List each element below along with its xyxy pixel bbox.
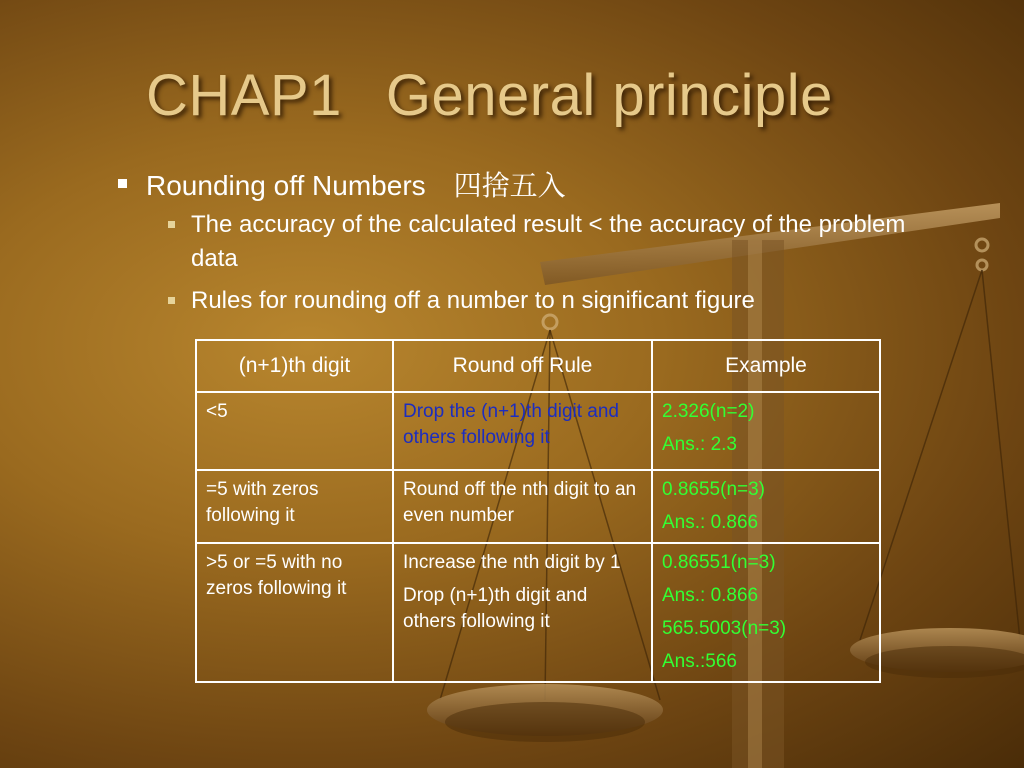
rule-line: Drop (n+1)th digit and others following it (403, 585, 588, 632)
example-line: 0.86551(n=3) (662, 552, 776, 573)
sub-bullet-text: The accuracy of the calculated result < the accuracy of the problem data (191, 211, 906, 272)
sub-bullet-text: Rules for rounding off a number to n significant figure (191, 287, 755, 314)
example-cell (652, 392, 880, 470)
header-example: Example (652, 340, 880, 392)
title-chapter: CHAP1 (146, 63, 342, 128)
main-bullet-cjk: 四捨五入 (453, 169, 566, 202)
example-line: Ans.: 2.3 (662, 434, 737, 455)
table-row (196, 470, 880, 543)
rule-line: Round off the nth digit to an even number (403, 479, 637, 526)
rule-cell (393, 543, 652, 682)
example-line: Ans.: 0.866 (662, 512, 759, 533)
main-bullet-text: Rounding off Numbers (146, 170, 426, 201)
digit-cell: <5 (196, 392, 393, 470)
header-digit: (n+1)th digit (196, 340, 393, 392)
digit-cell: =5 with zeros following it (196, 470, 393, 543)
title-topic: General principle (385, 63, 833, 128)
rule-line: Drop the (n+1)th digit and others following it (403, 401, 619, 448)
header-rule: Round off Rule (393, 340, 652, 392)
rounding-rules-table (195, 339, 881, 683)
example-line: 565.5003(n=3) (662, 618, 787, 639)
square-bullet-icon (118, 179, 127, 188)
example-line: 0.8655(n=3) (662, 479, 765, 500)
example-line: Ans.:566 (662, 651, 737, 672)
slide-title (146, 62, 833, 129)
table-header-row (196, 340, 880, 392)
table-row (196, 392, 880, 470)
table-row (196, 543, 880, 682)
rule-cell (393, 392, 652, 470)
rule-line: Increase the nth digit by 1 (403, 552, 621, 573)
example-cell (652, 470, 880, 543)
rule-cell (393, 470, 652, 543)
example-line: Ans.: 0.866 (662, 585, 759, 606)
square-bullet-icon (168, 221, 175, 228)
example-cell (652, 543, 880, 682)
square-bullet-icon (168, 297, 175, 304)
example-line: 2.326(n=2) (662, 401, 755, 422)
digit-cell: >5 or =5 with no zeros following it (196, 543, 393, 682)
